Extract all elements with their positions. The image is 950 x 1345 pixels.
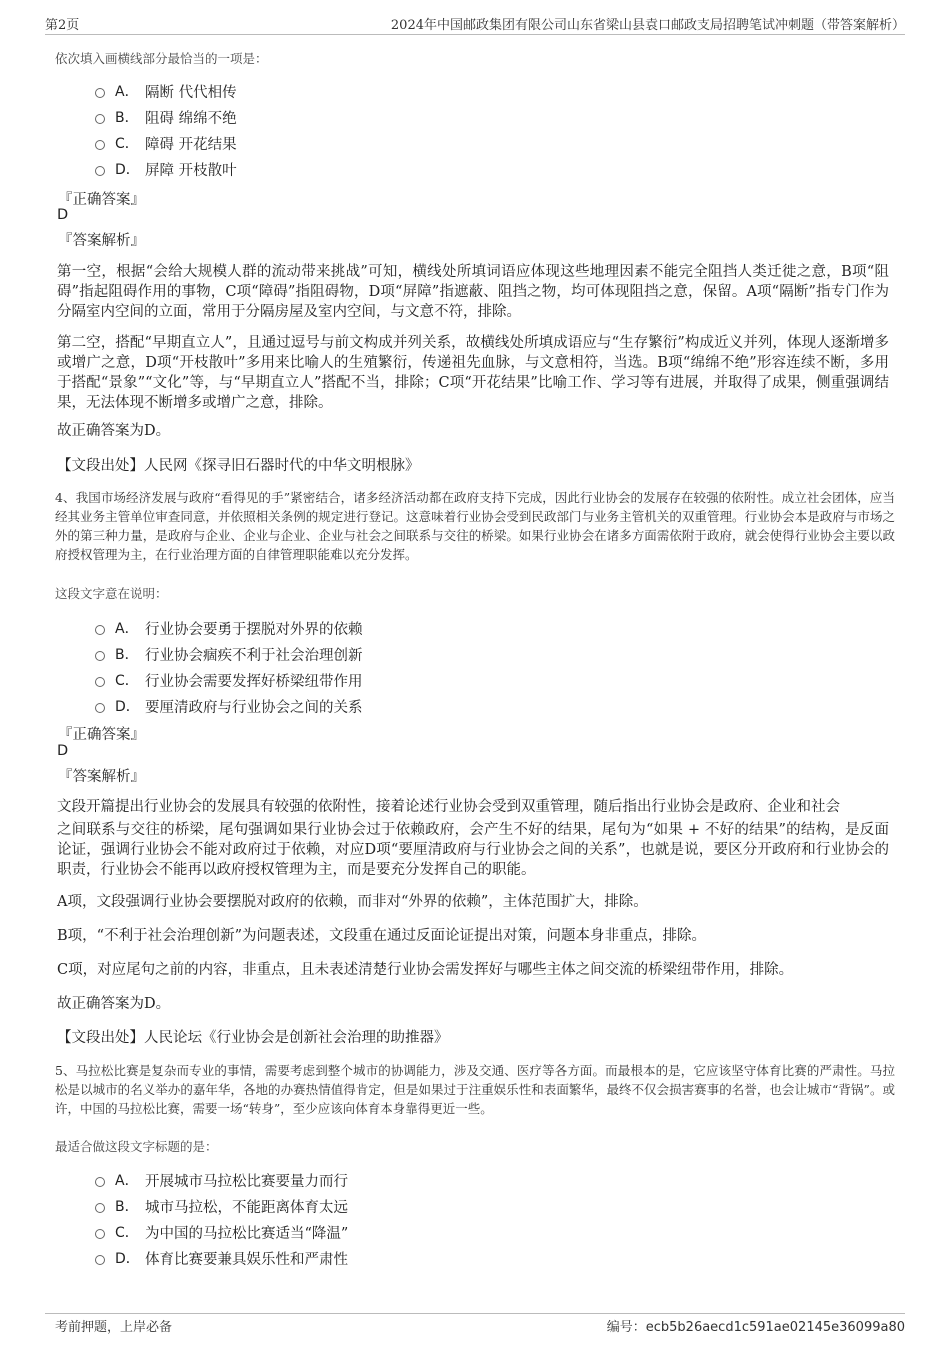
q5-option-c[interactable]: C． 为中国的马拉松比赛适当“降温” — [95, 1219, 695, 1245]
q3-analysis-label: 『答案解析』 — [58, 233, 145, 249]
q5-prompt: 最适合做这段文字标题的是： — [55, 1139, 218, 1154]
radio-icon[interactable] — [95, 88, 105, 98]
footer-slogan: 考前押题，上岸必备 — [55, 1320, 173, 1335]
q4-question: 4、我国市场经济发展与政府“看得见的手”紧密结合，诸多经济活动都在政府支持下完成，因此行业协会的发展存在较强的依附性。成立社会团体，应当经其业务主管单位审查同意，并依照相关条例的规定进行登记。这意味着行业协会受到民政部门与业务主管机关的双重管理。行业协会本是政府与市场之外的第三种力量，是政府与企业、企业与企业、企业与社会之间联系与交往的桥梁。如果行业协会在诸多方面需依附于政府，就会使得行业协会主要以政府授权管理为主，在行业治理方面的自律管理职能难以充分发挥。 — [55, 490, 895, 562]
radio-icon[interactable] — [95, 1229, 105, 1239]
q3-options — [95, 78, 695, 182]
q4-source: 【文段出处】人民论坛《行业协会是创新社会治理的助推器》 — [57, 1030, 449, 1046]
q3-source: 【文段出处】人民网《探寻旧石器时代的中华文明根脉》 — [57, 458, 420, 474]
page-number: 第2页 — [45, 18, 80, 33]
page-header — [45, 12, 905, 35]
q3-prompt: 依次填入画横线部分最恰当的一项是： — [55, 51, 268, 66]
q3-analysis-para1: 第一空，根据“会给大规模人群的流动带来挑战”可知，横线处所填词语应体现这些地理因素不能完全阻挡人类迁徙之意，B项“阻碍”指起阻碍作用的事物，C项“障碍”指阻碍物，D项“屏障”指遮蔽、阻挡之物，均可体现阻挡之意，保留。A项“隔断”指专门作为分隔室内空间的立面，常用于分隔房屋及室内空间，与文意不符，排除。 — [57, 264, 889, 320]
q3-correct-label: 『正确答案』 — [58, 192, 145, 208]
q4-option-b[interactable]: B． 行业协会痼疾不利于社会治理创新 — [95, 641, 695, 667]
footer-code-label: 编号： — [606, 1320, 646, 1335]
document-title: 2024年中国邮政集团有限公司山东省梁山县袁口邮政支局招聘笔试冲刺题（带答案解析） — [390, 18, 905, 33]
q4-analysis-para1b: 之间联系与交往的桥梁，尾句强调如果行业协会过于依赖政府，会产生不好的结果，尾句为“如果 + 不好的结果”的结构，是反面论证，强调行业协会不能对政府过于依赖，对应D项“要厘清政府与行业协会之间的关系”，也就是说，要区分开政府和行业协会的职责，行业协会不能再以政府授权管理为主，而是要充分发挥自己的职能。 — [57, 822, 889, 878]
q4-analysis-label: 『答案解析』 — [58, 769, 145, 785]
q4-option-d[interactable]: D． 要厘清政府与行业协会之间的关系 — [95, 693, 695, 719]
q4-analysis-para1a: 文段开篇提出行业协会的发展具有较强的依附性，接着论述行业协会受到双重管理，随后指出行业协会是政府、企业和社会 — [57, 799, 840, 815]
q5-option-b[interactable]: B． 城市马拉松，不能距离体育太远 — [95, 1193, 695, 1219]
q3-option-c[interactable]: C． 障碍 开花结果 — [95, 130, 695, 156]
radio-icon[interactable] — [95, 625, 105, 635]
q3-option-d[interactable]: D． 屏障 开枝散叶 — [95, 156, 695, 182]
radio-icon[interactable] — [95, 1177, 105, 1187]
radio-icon[interactable] — [95, 1255, 105, 1265]
footer-code-value: ecb5b26aecd1c591ae02145e36099a80 — [645, 1320, 905, 1335]
q4-analysis-c: C项，对应尾句之前的内容，非重点，且未表述清楚行业协会需发挥好与哪些主体之间交流的桥梁纽带作用，排除。 — [57, 962, 794, 978]
q3-option-a[interactable]: A． 隔断 代代相传 — [95, 78, 695, 104]
q4-correct-label: 『正确答案』 — [58, 727, 145, 743]
page-footer — [45, 1313, 905, 1338]
q5-option-d[interactable]: D． 体育比赛要兼具娱乐性和严肃性 — [95, 1245, 695, 1271]
q3-answer: D — [57, 207, 69, 223]
q4-options — [95, 615, 695, 719]
q4-option-a[interactable]: A． 行业协会要勇于摆脱对外界的依赖 — [95, 615, 695, 641]
q4-analysis-a: A项，文段强调行业协会要摆脱对政府的依赖，而非对“外界的依赖”，主体范围扩大，排除。 — [57, 894, 648, 910]
radio-icon[interactable] — [95, 114, 105, 124]
radio-icon[interactable] — [95, 166, 105, 176]
radio-icon[interactable] — [95, 677, 105, 687]
footer-code — [607, 1316, 905, 1335]
q4-answer: D — [57, 743, 69, 759]
q3-conclusion: 故正确答案为D。 — [57, 423, 171, 439]
q4-conclusion: 故正确答案为D。 — [57, 996, 171, 1012]
radio-icon[interactable] — [95, 1203, 105, 1213]
q4-prompt: 这段文字意在说明： — [55, 586, 168, 601]
radio-icon[interactable] — [95, 140, 105, 150]
q3-option-b[interactable]: B． 阻碍 绵绵不绝 — [95, 104, 695, 130]
radio-icon[interactable] — [95, 703, 105, 713]
q5-question: 5、马拉松比赛是复杂而专业的事情，需要考虑到整个城市的协调能力，涉及交通、医疗等各方面。而最根本的是，它应该坚守体育比赛的严肃性。马拉松是以城市的名义举办的嘉年华，各地的办赛热情值得肯定，但是如果过于注重娱乐性和表面繁华，最终不仅会损害赛事的名誉，也会让城市“背锅”。或许，中国的马拉松比赛，需要一场“转身”，至少应该向体育本身靠得更近一些。 — [55, 1063, 895, 1116]
q3-analysis-para2: 第二空，搭配“早期直立人”，且通过逗号与前文构成并列关系，故横线处所填成语应与“生存繁衍”构成近义并列，体现人逐渐增多或增广之意，D项“开枝散叶”多用来比喻人的生殖繁衍，传递祖先血脉，与文意相符，当选。B项“绵绵不绝”形容连续不断，多用于搭配“景象”“文化”等，与“早期直立人”搭配不当，排除；C项“开花结果”比喻工作、学习等有进展，并取得了成果，侧重强调结果，无法体现不断增多或增广之意，排除。 — [57, 335, 889, 411]
q4-analysis-b: B项，“不利于社会治理创新”为问题表述，文段重在通过反面论证提出对策，问题本身非重点，排除。 — [57, 928, 706, 944]
q5-option-a[interactable]: A． 开展城市马拉松比赛要量力而行 — [95, 1167, 695, 1193]
q4-option-c[interactable]: C． 行业协会需要发挥好桥梁纽带作用 — [95, 667, 695, 693]
q5-options — [95, 1167, 695, 1271]
radio-icon[interactable] — [95, 651, 105, 661]
